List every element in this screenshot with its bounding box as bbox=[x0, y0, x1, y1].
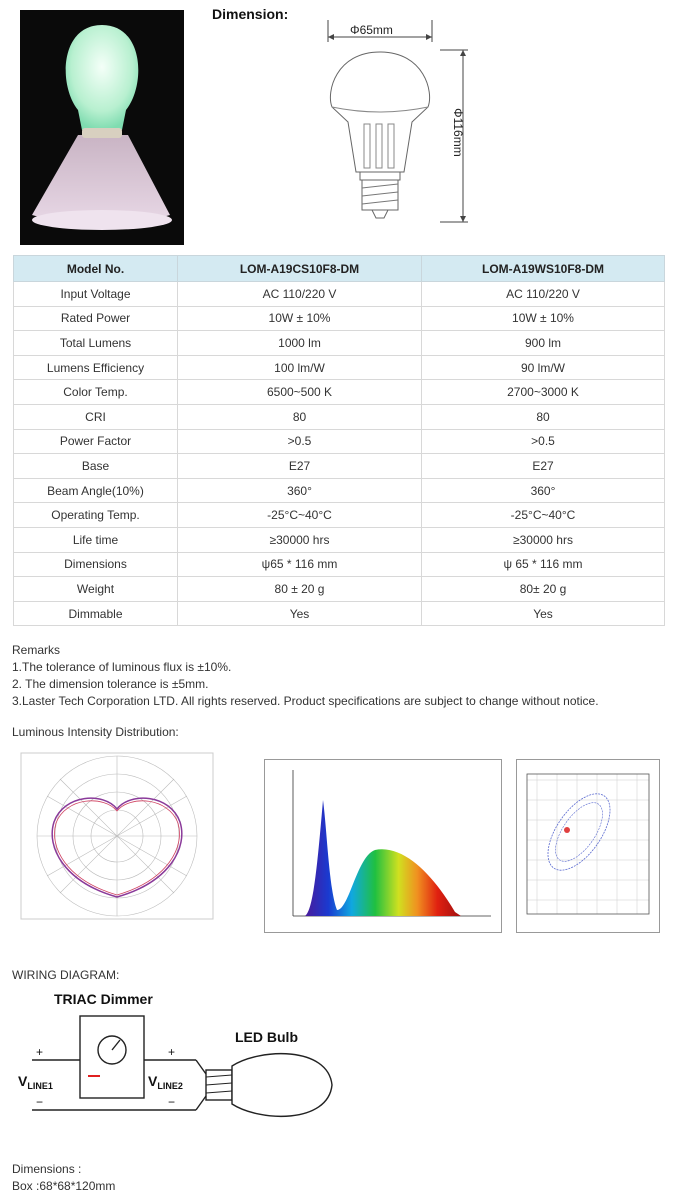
table-row bbox=[14, 404, 665, 429]
table-row bbox=[14, 380, 665, 405]
cell-ws: >0.5 bbox=[422, 429, 665, 454]
cell-cs: 360° bbox=[178, 478, 422, 503]
row-label: Power Factor bbox=[14, 429, 178, 454]
bulb-photo-image bbox=[20, 10, 184, 245]
table-row bbox=[14, 429, 665, 454]
row-label: Weight bbox=[14, 577, 178, 602]
vline2-label bbox=[148, 1073, 183, 1091]
wiring-diagram bbox=[10, 990, 340, 1130]
row-label: Color Temp. bbox=[14, 380, 178, 405]
cell-ws: -25°C~40°C bbox=[422, 503, 665, 528]
row-label: Lumens Efficiency bbox=[14, 355, 178, 380]
polar-distribution-chart bbox=[20, 752, 214, 930]
row-label: Dimmable bbox=[14, 601, 178, 626]
cell-cs: 80 bbox=[178, 404, 422, 429]
cell-ws: ψ 65 * 116 mm bbox=[422, 552, 665, 577]
vline1-sub: LINE1 bbox=[27, 1081, 53, 1091]
header-model-no: Model No. bbox=[14, 256, 178, 282]
plus-sign-1: + bbox=[36, 1045, 44, 1059]
row-label: Beam Angle(10%) bbox=[14, 478, 178, 503]
luminous-title: Luminous Intensity Distribution: bbox=[12, 725, 179, 739]
row-label: Dimensions bbox=[14, 552, 178, 577]
footer-box-size: Box :68*68*120mm bbox=[12, 1179, 116, 1193]
cell-cs: AC 110/220 V bbox=[178, 282, 422, 307]
cell-ws: 10W ± 10% bbox=[422, 306, 665, 331]
cell-ws: 80± 20 g bbox=[422, 577, 665, 602]
cell-cs: E27 bbox=[178, 454, 422, 479]
table-row bbox=[14, 527, 665, 552]
cell-ws: Yes bbox=[422, 601, 665, 626]
row-label: Total Lumens bbox=[14, 331, 178, 356]
cell-ws: ≥30000 hrs bbox=[422, 527, 665, 552]
table-row bbox=[14, 306, 665, 331]
width-label: Φ65mm bbox=[350, 23, 393, 37]
spectrum-chart bbox=[264, 759, 502, 933]
row-label: Base bbox=[14, 454, 178, 479]
remarks-title: Remarks bbox=[12, 643, 61, 657]
cell-cs: 80 ± 20 g bbox=[178, 577, 422, 602]
wiring-title: WIRING DIAGRAM: bbox=[12, 968, 120, 982]
height-label: Φ116mm bbox=[451, 108, 465, 157]
cell-ws: 2700~3000 K bbox=[422, 380, 665, 405]
cell-ws: 900 lm bbox=[422, 331, 665, 356]
remark-line-3: 3.Laster Tech Corporation LTD. All rights reserved. Product specifications are subject to change without notice. bbox=[12, 694, 599, 708]
cell-ws: 80 bbox=[422, 404, 665, 429]
cell-cs: ≥30000 hrs bbox=[178, 527, 422, 552]
row-label: Operating Temp. bbox=[14, 503, 178, 528]
table-row bbox=[14, 454, 665, 479]
cell-ws: 360° bbox=[422, 478, 665, 503]
triac-dimmer-label: TRIAC Dimmer bbox=[54, 991, 153, 1007]
table-row bbox=[14, 552, 665, 577]
table-header-row bbox=[14, 256, 665, 282]
vline1-label bbox=[18, 1073, 53, 1091]
cell-ws: E27 bbox=[422, 454, 665, 479]
row-label: CRI bbox=[14, 404, 178, 429]
cell-cs: -25°C~40°C bbox=[178, 503, 422, 528]
dimension-title: Dimension: bbox=[212, 6, 289, 22]
product-photo bbox=[20, 10, 184, 245]
footer-dimensions-title: Dimensions : bbox=[12, 1162, 82, 1176]
table-row bbox=[14, 577, 665, 602]
minus-sign-1: − bbox=[36, 1095, 44, 1109]
header-model-ws: LOM-A19WS10F8-DM bbox=[422, 256, 665, 282]
cell-cs: 6500~500 K bbox=[178, 380, 422, 405]
table-row bbox=[14, 331, 665, 356]
table-row bbox=[14, 355, 665, 380]
cie-chart bbox=[516, 759, 660, 933]
header-model-cs: LOM-A19CS10F8-DM bbox=[178, 256, 422, 282]
cell-cs: 100 lm/W bbox=[178, 355, 422, 380]
row-label: Life time bbox=[14, 527, 178, 552]
remark-line-1: 1.The tolerance of luminous flux is ±10%. bbox=[12, 660, 232, 674]
plus-sign-2: + bbox=[168, 1045, 176, 1059]
table-row bbox=[14, 478, 665, 503]
cell-cs: ψ65 * 116 mm bbox=[178, 552, 422, 577]
minus-sign-2: − bbox=[168, 1095, 176, 1109]
spec-table bbox=[13, 255, 665, 626]
cell-cs: >0.5 bbox=[178, 429, 422, 454]
table-row bbox=[14, 503, 665, 528]
row-label: Input Voltage bbox=[14, 282, 178, 307]
led-bulb-label: LED Bulb bbox=[235, 1029, 298, 1045]
cell-cs: Yes bbox=[178, 601, 422, 626]
vline1-v: V bbox=[18, 1073, 28, 1089]
table-row bbox=[14, 282, 665, 307]
cell-cs: 1000 lm bbox=[178, 331, 422, 356]
remark-line-2: 2. The dimension tolerance is ±5mm. bbox=[12, 677, 209, 691]
vline2-v: V bbox=[148, 1073, 158, 1089]
vline2-sub: LINE2 bbox=[157, 1081, 183, 1091]
table-row bbox=[14, 601, 665, 626]
cell-ws: AC 110/220 V bbox=[422, 282, 665, 307]
cell-ws: 90 lm/W bbox=[422, 355, 665, 380]
cell-cs: 10W ± 10% bbox=[178, 306, 422, 331]
dimension-drawing bbox=[318, 12, 478, 232]
row-label: Rated Power bbox=[14, 306, 178, 331]
